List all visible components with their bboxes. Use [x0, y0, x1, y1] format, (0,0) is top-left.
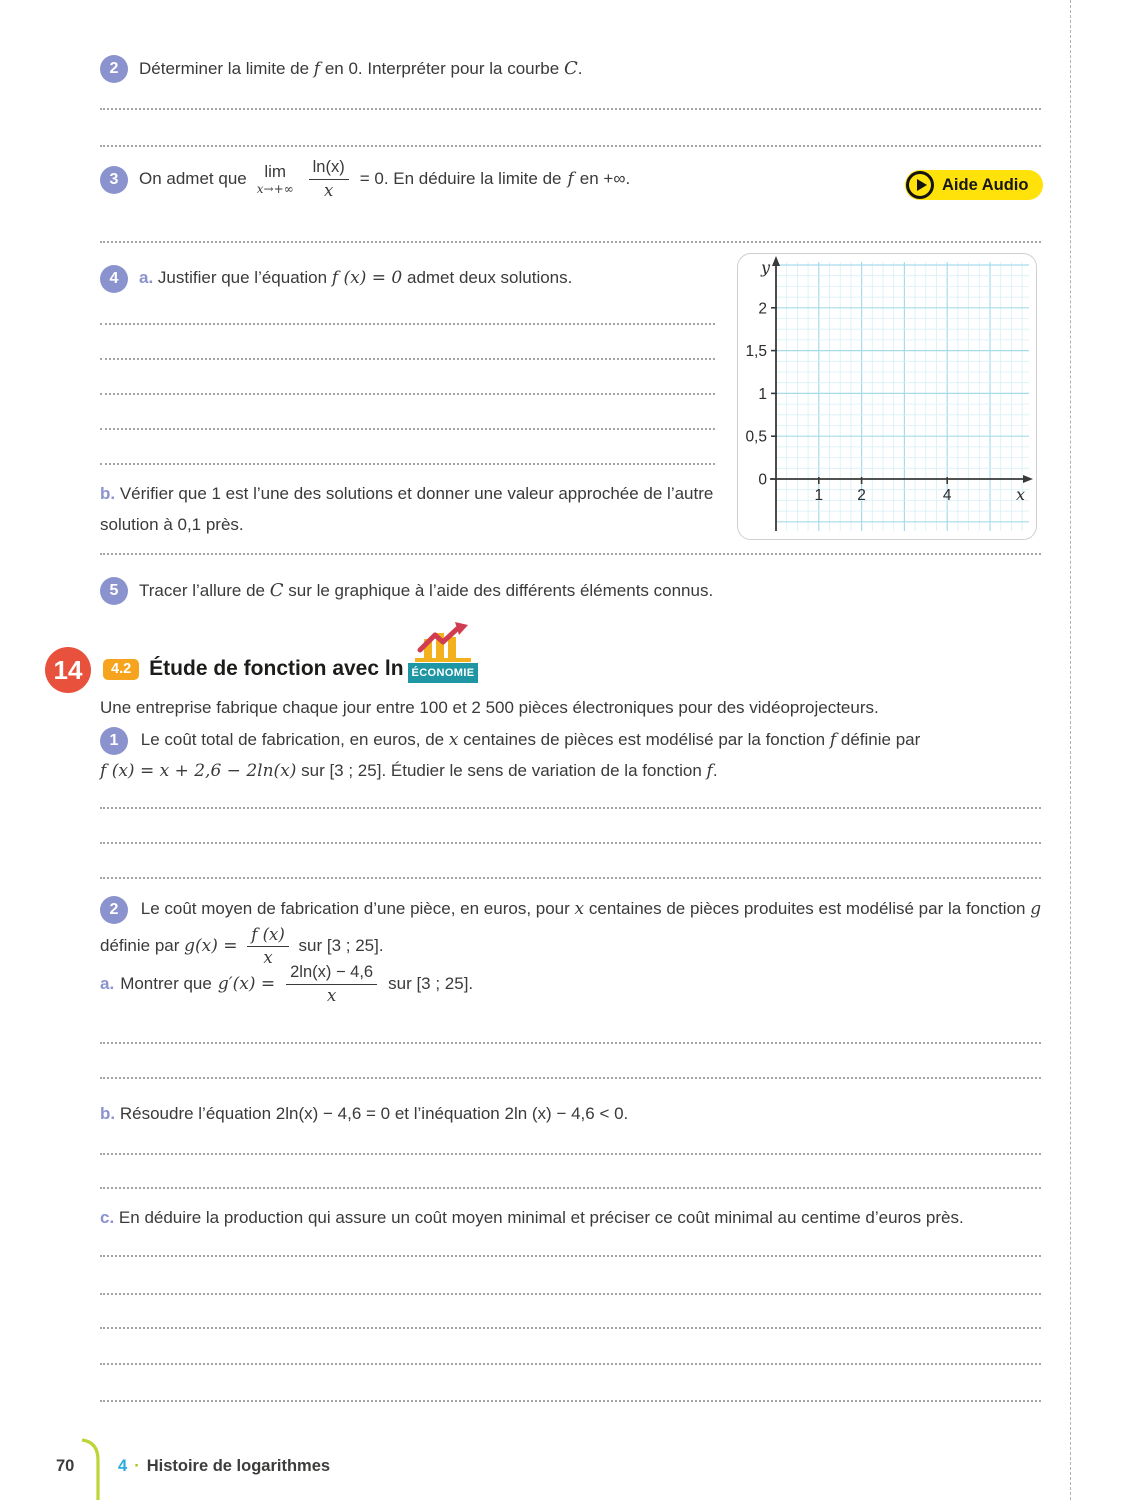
math-equation: f (x) = 0 [331, 268, 403, 288]
section-badge: 4.2 [103, 659, 139, 680]
math-equation: f (x) = x + 2,6 − 2ln(x) [100, 760, 297, 781]
answer-line [100, 358, 715, 360]
y-tick-label: 0 [758, 471, 767, 489]
ex14-question-2a [100, 963, 473, 1006]
answer-line [100, 393, 715, 395]
economy-chart-icon [408, 621, 478, 663]
curve-symbol: C [563, 58, 578, 79]
text-segment: Déterminer la limite de [139, 59, 310, 78]
answer-line [100, 807, 1041, 809]
fraction [247, 925, 289, 968]
economie-label: ÉCONOMIE [408, 663, 478, 683]
text-segment: Le coût moyen de fabrication d’une pièce, en euros, pour [140, 899, 570, 918]
question-number-badge: 1 [100, 727, 128, 755]
y-axis-label: y [761, 258, 771, 277]
x-tick-label: 4 [942, 487, 952, 504]
question-4a-text [139, 264, 572, 293]
curve-symbol: C [269, 580, 284, 601]
graph-paper-panel [737, 253, 1037, 540]
subquestion-label: b. [100, 1104, 116, 1123]
math-f: f [567, 168, 574, 189]
lim-subscript: x→+∞ [256, 182, 294, 197]
text-segment: admet deux solutions. [406, 268, 573, 287]
question-number-badge: 3 [100, 166, 128, 194]
x-axis-arrow [1023, 475, 1033, 483]
economie-tag [408, 621, 478, 683]
math-equation: g′(x) = [217, 974, 276, 995]
chapter-separator-dot: · [134, 1457, 140, 1475]
text-segment: Tracer l’allure de [139, 581, 265, 600]
question-number-badge: 2 [100, 896, 128, 924]
subquestion-label: b. [100, 484, 116, 503]
text-segment: Le coût total de fabrication, en euros, de [140, 730, 445, 749]
answer-line [100, 323, 715, 325]
text-segment: Résoudre l’équation 2ln(x) − 4,6 = 0 et l’inéquation 2ln (x) − 4,6 < 0. [119, 1104, 629, 1123]
text-segment: . [712, 760, 718, 780]
text-segment: sur [3 ; 25]. Étudier le sens de variation de la fonction [301, 760, 702, 780]
fraction-numerator: f (x) [247, 925, 289, 947]
answer-line [100, 1187, 1041, 1189]
answer-line [100, 241, 1041, 243]
question-2-text [139, 54, 582, 85]
exercise-title: Étude de fonction avec ln [149, 657, 404, 680]
text-segment: = 0. En déduire la limite de [359, 168, 562, 188]
ex14-question-1 [100, 725, 1052, 786]
fraction-numerator: ln(x) [309, 158, 349, 180]
answer-line [100, 145, 1041, 147]
subquestion-label: c. [100, 1208, 115, 1227]
aide-audio-button[interactable] [905, 170, 1043, 200]
graph-grid-svg [738, 254, 1036, 539]
answer-line [100, 877, 1041, 879]
answer-line [100, 553, 1041, 555]
y-tick-label: 1,5 [745, 343, 767, 361]
text-segment: centaines de pièces est modélisé par la fonction [463, 730, 826, 749]
question-3-text [139, 158, 630, 201]
answer-line [100, 1153, 1041, 1155]
text-segment: On admet que [139, 168, 247, 188]
answer-line [100, 428, 715, 430]
math-g: g [1030, 899, 1042, 919]
answer-line [100, 1327, 1041, 1329]
fraction-numerator: 2ln(x) − 4,6 [286, 963, 377, 985]
answer-line [100, 1042, 1041, 1044]
y-axis-arrow [772, 256, 780, 266]
subquestion-label: a. [139, 268, 154, 287]
question-number-badge: 5 [100, 577, 128, 605]
aide-audio-label: Aide Audio [942, 175, 1029, 194]
question-2-row [100, 54, 760, 85]
answer-line [100, 463, 715, 465]
chapter-number: 4 [118, 1457, 128, 1475]
question-3-row [100, 158, 800, 201]
answer-line [100, 1255, 1041, 1257]
text-segment: sur [3 ; 25]. [388, 974, 474, 994]
footer-bracket [76, 1437, 104, 1500]
fraction [286, 963, 377, 1006]
text-segment: sur le graphique à l’aide des différents éléments connus. [288, 581, 714, 600]
play-icon [906, 171, 934, 199]
subquestion-label: a. [100, 974, 115, 994]
question-4b-text [100, 479, 714, 540]
answer-line [100, 842, 1041, 844]
lim-word: lim [264, 162, 287, 182]
y-tick-label: 1 [758, 385, 767, 403]
question-5-text [139, 576, 713, 607]
text-segment: en +∞. [579, 168, 631, 188]
text-segment: sur [3 ; 25]. [298, 935, 384, 955]
answer-line [100, 1400, 1041, 1402]
exercise-number-badge: 14 [45, 647, 91, 693]
text-segment: En déduire la production qui assure un coût moyen minimal et préciser ce coût minimal au centime d’euros près. [118, 1208, 964, 1227]
text-segment: en 0. Interpréter pour la courbe [324, 59, 560, 78]
x-axis-label: x [1015, 485, 1025, 504]
fraction-denominator: x [324, 180, 334, 200]
answer-line [100, 1363, 1041, 1365]
answer-line [100, 1077, 1041, 1079]
ex14-question-2b [100, 1099, 1052, 1130]
question-number-badge: 4 [100, 265, 128, 293]
question-5-row [100, 576, 900, 607]
x-tick-label: 2 [857, 487, 866, 504]
exercise-header [103, 657, 404, 681]
ex14-question-2 [100, 894, 1055, 967]
page-number: 70 [56, 1457, 75, 1475]
chapter-title: Histoire de logarithmes [146, 1457, 331, 1475]
text-segment: définie par [840, 730, 921, 749]
exercise-intro-text: Une entreprise fabrique chaque jour entre 100 et 2 500 pièces électroniques pour des vidéoprojecteurs. [100, 698, 879, 717]
ex14-question-2c [100, 1203, 1052, 1234]
fraction-denominator: x [263, 947, 273, 967]
fraction-denominator: x [326, 985, 337, 1005]
math-x: x [574, 899, 585, 919]
y-tick-label: 2 [758, 300, 767, 318]
limit-notation [257, 163, 294, 195]
answer-line [100, 1293, 1041, 1295]
math-f: f [313, 59, 321, 79]
text-segment: définie par [100, 935, 180, 955]
fraction [309, 158, 349, 201]
cut-guide-dashed-line [1070, 0, 1071, 1500]
math-x: x [448, 730, 459, 750]
text-segment: Montrer que [120, 974, 212, 994]
question-number-badge: 2 [100, 55, 128, 83]
chapter-footer [118, 1457, 330, 1476]
y-tick-label: 0,5 [745, 428, 767, 446]
math-f: f [706, 760, 713, 781]
x-tick-label: 1 [814, 487, 824, 504]
text-segment: fonction [965, 899, 1026, 918]
text-segment: Vérifier que 1 est l’une des solutions et donner une valeur approchée de l’autre solution à 0,1 près. [100, 484, 714, 534]
math-f: f [829, 730, 837, 750]
math-equation: g(x) = [184, 935, 238, 956]
question-4a-row [100, 264, 740, 293]
text-segment: . [577, 59, 583, 78]
text-segment: centaines de pièces produites est modélisé par la [588, 899, 962, 918]
answer-line [100, 108, 1041, 110]
text-segment: Justifier que l’équation [157, 268, 328, 287]
